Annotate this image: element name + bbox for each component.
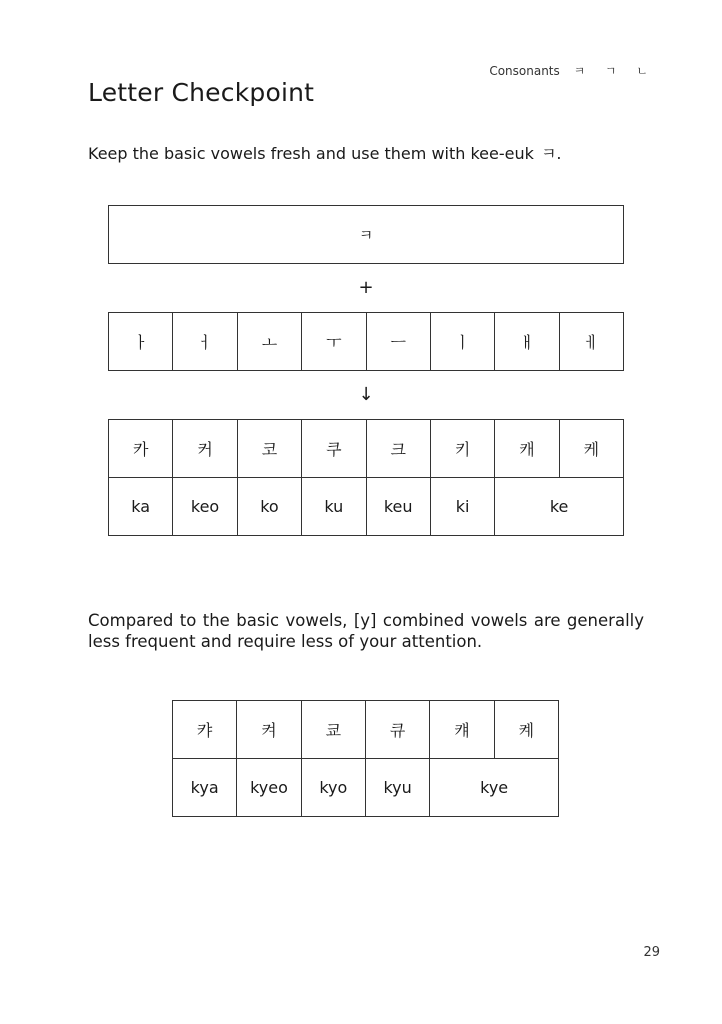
romanization-row: [109, 478, 624, 536]
vowel-cell: ㅔ: [559, 313, 623, 371]
consonant-box: [108, 205, 624, 264]
syllable-row: [109, 420, 624, 478]
vowel-cell: ㅣ: [430, 313, 494, 371]
syllable-cell: 코: [237, 420, 301, 478]
romanization-cell: keu: [366, 478, 430, 536]
y-syllable-cell: 켸: [494, 701, 558, 759]
consonant-letter: ㅋ: [358, 226, 374, 244]
page-number: 29: [643, 945, 660, 960]
y-romanization-cell: kye: [430, 759, 559, 817]
romanization-cell: ka: [109, 478, 173, 536]
y-syllable-table: [172, 700, 559, 817]
syllable-cell: 카: [109, 420, 173, 478]
y-syllable-cell: 큐: [365, 701, 429, 759]
y-syllable-cell: 켜: [237, 701, 301, 759]
vowel-row: [109, 313, 624, 371]
syllable-cell: 크: [366, 420, 430, 478]
vowel-cell: ㅐ: [495, 313, 559, 371]
y-vowel-paragraph: Compared to the basic vowels, [y] combined vowels are generally less frequent and require less of your attention.: [88, 611, 644, 651]
y-syllable-cell: 캬: [173, 701, 237, 759]
y-syllable-row: [173, 701, 559, 759]
down-arrow-icon: ↓: [358, 384, 374, 405]
running-header: [489, 62, 656, 79]
vowel-table: [108, 312, 624, 371]
intro-text: [88, 141, 562, 164]
intro-sentence: Keep the basic vowels fresh and use them with kee-euk: [88, 144, 534, 163]
syllable-cell: 키: [430, 420, 494, 478]
header-letters: ㅋ ㄱ ㄴ: [573, 64, 656, 78]
syllable-cell: 커: [173, 420, 237, 478]
header-section: Consonants: [489, 64, 560, 78]
vowel-cell: ㅗ: [237, 313, 301, 371]
y-romanization-cell: kyo: [301, 759, 365, 817]
vowel-cell: ㅜ: [302, 313, 366, 371]
y-romanization-cell: kya: [173, 759, 237, 817]
vowel-cell: ㅡ: [366, 313, 430, 371]
vowel-cell: ㅓ: [173, 313, 237, 371]
syllable-cell: 쿠: [302, 420, 366, 478]
syllable-cell: 캐: [495, 420, 559, 478]
romanization-cell: ki: [430, 478, 494, 536]
syllable-cell: 케: [559, 420, 623, 478]
intro-symbol: ㅋ.: [540, 144, 562, 163]
syllable-table: [108, 419, 624, 536]
plus-sign: +: [358, 277, 374, 298]
y-syllable-cell: 컈: [430, 701, 494, 759]
romanization-cell: ko: [237, 478, 301, 536]
vowel-cell: ㅏ: [109, 313, 173, 371]
romanization-cell: ku: [302, 478, 366, 536]
page-title: Letter Checkpoint: [88, 78, 315, 107]
y-romanization-cell: kyu: [365, 759, 429, 817]
y-syllable-cell: 쿄: [301, 701, 365, 759]
romanization-cell: ke: [495, 478, 624, 536]
y-romanization-row: [173, 759, 559, 817]
y-romanization-cell: kyeo: [237, 759, 301, 817]
romanization-cell: keo: [173, 478, 237, 536]
